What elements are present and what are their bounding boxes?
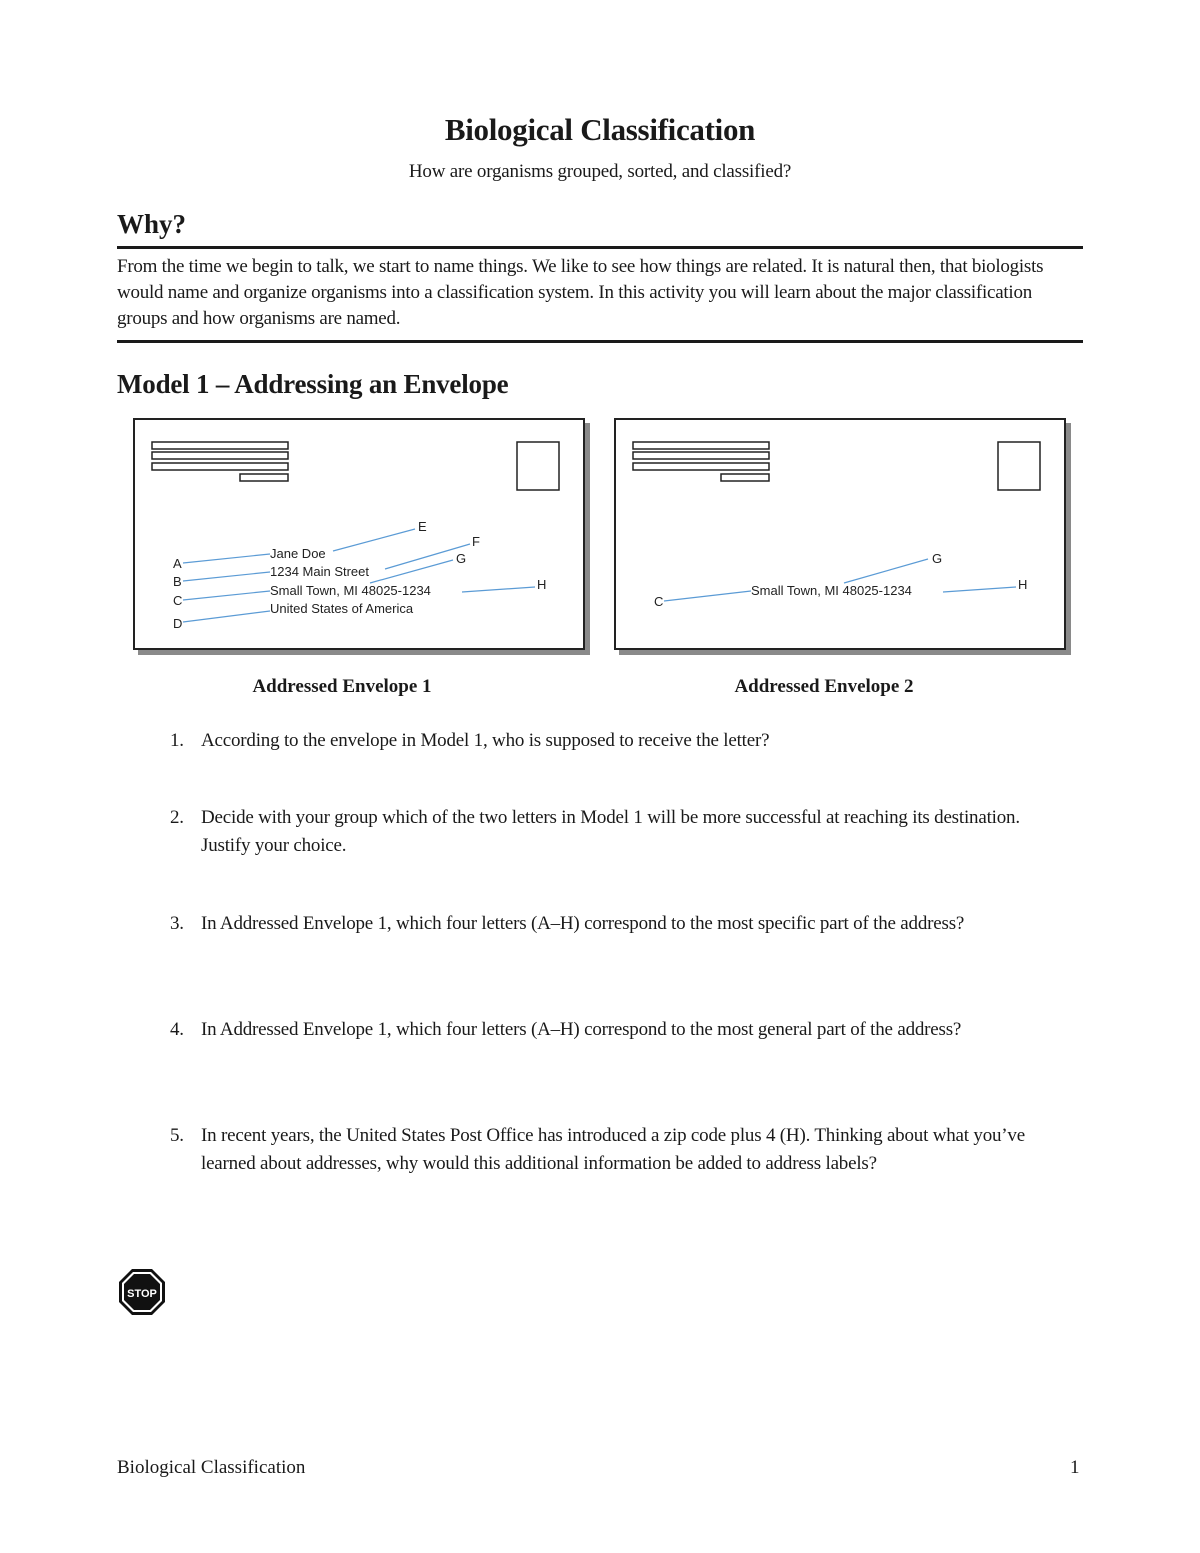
envelope-2: [614, 418, 1066, 650]
label-b: B: [173, 574, 182, 589]
svg-text:STOP: STOP: [127, 1288, 157, 1300]
page-number: 1: [1070, 1457, 1080, 1478]
envelope-1-diagram: [135, 420, 583, 648]
question-number: 2.: [170, 807, 184, 828]
question-text: In Addressed Envelope 1, which four letters (A–H) correspond to the most general part of the address?: [201, 1019, 962, 1040]
envelope-2-caption: Addressed Envelope 2: [734, 676, 914, 697]
envelope-1-caption: Addressed Envelope 1: [252, 676, 432, 697]
label-g: G: [932, 551, 943, 566]
page-subtitle: How are organisms grouped, sorted, and classified?: [408, 161, 792, 182]
address-line-city: Small Town, MI 48025-1234: [270, 583, 431, 598]
label-c: C: [173, 593, 183, 608]
question-number: 5.: [170, 1125, 184, 1146]
address-line-name: Jane Doe: [270, 546, 326, 561]
label-a: A: [173, 556, 182, 571]
address-line-country: United States of America: [270, 601, 414, 616]
label-d: D: [173, 616, 183, 631]
question-number: 3.: [170, 913, 184, 934]
question-number: 4.: [170, 1019, 184, 1040]
label-h: H: [537, 577, 547, 592]
label-g: G: [456, 551, 467, 566]
address-line-city: Small Town, MI 48025-1234: [751, 583, 912, 598]
why-heading: Why?: [117, 209, 187, 239]
page-title: Biological Classification: [444, 112, 756, 147]
why-paragraph: From the time we begin to talk, we start to name things. We like to see how things are related. It is natural then, that biologists would name and organize organisms into a classification system. In this activity you will learn about the major classification groups and how organisms are named.: [117, 256, 1044, 329]
stop-sign-icon: [118, 1268, 166, 1316]
envelope-2-labels: [654, 551, 1027, 609]
envelope-1: [133, 418, 585, 650]
label-c: C: [654, 594, 664, 609]
envelope-2-diagram: [616, 420, 1064, 648]
divider-top: [117, 246, 1083, 249]
divider-bottom: [117, 340, 1083, 343]
label-h: H: [1018, 577, 1028, 592]
question-text: In Addressed Envelope 1, which four letters (A–H) correspond to the most specific part of the address?: [201, 913, 965, 934]
label-e: E: [418, 519, 427, 534]
label-f: F: [472, 534, 480, 549]
question-text: In recent years, the United States Post Office has introduced a zip code plus 4 (H). Thinking about what you’ve learned about addresses, why would this additional information be added to address labels?: [201, 1125, 1025, 1174]
question-text: According to the envelope in Model 1, who is supposed to receive the letter?: [201, 730, 770, 751]
question-number: 1.: [170, 730, 184, 751]
envelope-1-address: [270, 546, 431, 616]
footer-title: Biological Classification: [117, 1457, 306, 1478]
question-text: Decide with your group which of the two letters in Model 1 will be more successful at reaching its destination. Justify your choice.: [201, 807, 1020, 856]
model-heading: Model 1 – Addressing an Envelope: [117, 369, 509, 399]
address-line-street: 1234 Main Street: [270, 564, 370, 579]
